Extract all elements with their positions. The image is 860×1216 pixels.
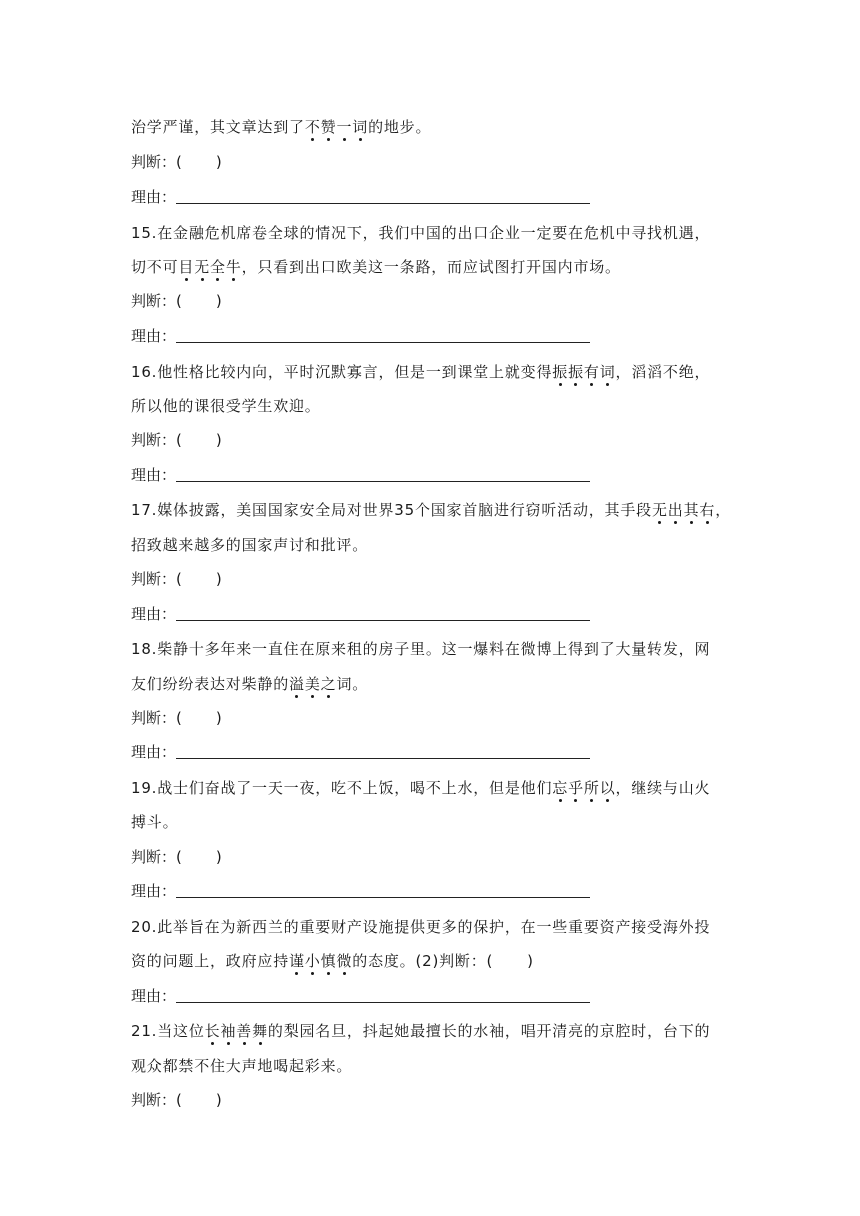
q15-line-2: 切不可目无全牛，只看到出口欧美这一条路，而应试图打开国内市场。 [131,258,621,276]
q16-reason-blank[interactable] [176,481,590,482]
q15-reason: 理由： [131,327,177,345]
q16-judge: 判断：( ) [131,431,222,449]
q15-line-1: 15.在金融危机席卷全球的情况下，我们中国的出口企业一定要在危机中寻找机遇， [131,224,711,242]
q20-line-2: 资的问题上，政府应持谨小慎微的态度。(2)判断：( ) [131,952,534,970]
q21-judge: 判断：( ) [131,1091,222,1109]
q21-line-1: 21.当这位长袖善舞的梨园名旦，抖起她最擅长的水袖，唱开清亮的京腔时，台下的 [131,1022,711,1040]
q16-line-2: 所以他的课很受学生欢迎。 [131,397,321,415]
emphasized-idiom: 无出其右 [651,501,716,519]
q17-line-2: 招致越来越多的国家声讨和批评。 [131,536,369,554]
emphasized-idiom: 振振有词 [552,363,616,381]
q14-reason: 理由： [131,188,177,206]
emphasized-idiom: 长袖善舞 [204,1022,268,1040]
q18-line-1: 18.柴静十多年来一直住在原来租的房子里。这一爆料在微博上得到了大量转发，网 [131,640,711,658]
q19-judge: 判断：( ) [131,848,222,866]
q19-reason-blank[interactable] [176,897,590,898]
q18-reason: 理由： [131,743,177,761]
q14-judge: 判断：( ) [131,153,222,171]
q18-reason-blank[interactable] [176,758,590,759]
q19-reason: 理由： [131,882,177,900]
q19-line-1: 19.战士们奋战了一天一夜，吃不上饭，喝不上水，但是他们忘乎所以，继续与山火 [131,779,711,797]
q17-reason-blank[interactable] [176,620,590,621]
q20-line-1: 20.此举旨在为新西兰的重要财产设施提供更多的保护，在一些重要资产接受海外投 [131,918,711,936]
emphasized-idiom: 不赞一词 [304,118,369,136]
q15-judge: 判断：( ) [131,292,222,310]
q14-line-1: 治学严谨，其文章达到了不赞一词的地步。 [131,118,432,136]
q17-line-1: 17.媒体披露，美国国家安全局对世界35个国家首脑进行窃听活动，其手段无出其右， [131,501,732,519]
q16-reason: 理由： [131,466,177,484]
emphasized-idiom: 谨小慎微 [289,952,353,970]
q17-judge: 判断：( ) [131,570,222,588]
q21-line-2: 观众都禁不住大声地喝起彩来。 [131,1057,353,1075]
q14-reason-blank[interactable] [176,203,590,204]
q19-line-2: 搏斗。 [131,813,179,831]
q15-reason-blank[interactable] [176,342,590,343]
q16-line-1: 16.他性格比较内向，平时沉默寡言，但是一到课堂上就变得振振有词，滔滔不绝， [131,363,711,381]
emphasized-idiom: 目无全牛 [178,258,242,276]
q17-reason: 理由： [131,605,177,623]
emphasized-idiom: 忘乎所以 [552,779,616,797]
q18-line-2: 友们纷纷表达对柴静的溢美之词。 [131,675,369,693]
q18-judge: 判断：( ) [131,709,222,727]
emphasized-idiom: 溢美之词 [289,675,353,693]
q20-reason-blank[interactable] [176,1002,590,1003]
q20-reason: 理由： [131,987,177,1005]
